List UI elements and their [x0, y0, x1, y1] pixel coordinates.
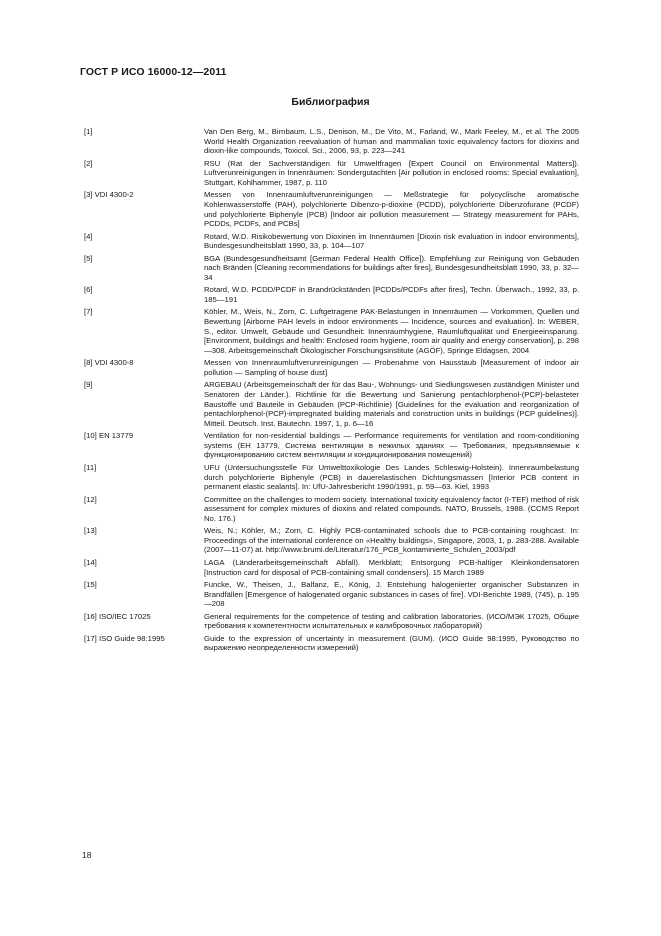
- bibliography-entry: [84, 495, 579, 524]
- entry-text: BGA (Bundesgesundheitsamt [German Federal Health Office]). Empfehlung zur Reinigung von Gebäuden nach Bränden [Cleaning recommendations for buildings after fires], Bundesgesundheitsblatt 1990, 33, p. 32—34: [204, 253, 579, 282]
- entry-key: [8] VDI 4300-8: [84, 358, 134, 368]
- entry-text: RSU (Rat der Sachverständigen für Umweltfragen [Expert Council on Environmental Matters]). Luftverunreinigungen in Innenräumen: Sondergutachten [Air pollution in enclosed rooms: Special evaluation], Stuttgart, Kohlhammer, 1987, p. 110: [204, 158, 579, 187]
- bibliography-title: Библиография: [291, 96, 370, 108]
- entry-key: [4]: [84, 231, 93, 241]
- bibliography-entry: [84, 254, 579, 283]
- page-number: 18: [82, 850, 92, 860]
- entry-text: Messen von Innenraumluftverunreinigungen — Probenahme von Hausstaub [Measurement of indoor air pollution — Sampling of house dust]: [204, 358, 579, 377]
- entry-key: [10] EN 13779: [84, 431, 134, 441]
- bibliography-entry: [84, 285, 579, 304]
- bibliography-entry: [84, 127, 579, 156]
- entry-key: [9]: [84, 380, 93, 390]
- entry-key: [16] ISO/IEC 17025: [84, 611, 151, 621]
- bibliography-entry: [84, 463, 579, 492]
- entry-text: Van Den Berg, M., Birnbaum, L.S., Denison, M., De Vito, M., Farland, W., Mark Feeley, M., et al. The 2005 World Health Organization reevaluation of human and mammalian toxic equivalency factors for dioxins and dioxin-like compounds, Toxicol. Sci., 2006, 93, p. 223—241: [204, 127, 579, 156]
- document-header: ГОСТ Р ИСО 16000-12—2011: [80, 66, 227, 78]
- bibliography-entry: [84, 358, 579, 377]
- entry-text: Rotard, W.D. PCDD/PCDF in Brandrückständen [PCDDs/PCDFs after fires], Techn. Überwach., 1992, 33, p. 185—191: [204, 285, 579, 304]
- entry-text: ARGEBAU (Arbeitsgemeinschaft der für das Bau-, Wohnungs- und Siedlungswesen zuständigen Minister und Senatoren der Länder.). Richtlinie für die Bewertung und Sanierung pentachlorphenol-(PCP)-belasteter Baustoffe und Bauteile in Gebäuden (PCP-Richtlinie) [Guidelines for the evaluation and reorganization of pentachlorphenol-(PCP)-impregnated building materials and construction units in buildings (PCP guidelines)]. Mitteil. Deutsch. Inst. Bautechn. 1997, 1, p. 6—16: [204, 380, 579, 428]
- entry-text: Funcke, W., Theisen, J., Balfanz, E., König, J. Entstehung halogenierter organischer Substanzen in Brandfällen [Emergence of halogenated organic substances in cases of fire]. VDI-Berichte 1989, (745), p. 195—208: [204, 580, 579, 609]
- entry-key: [17] ISO Guide 98:1995: [84, 633, 165, 643]
- entry-key: [15]: [84, 580, 97, 589]
- bibliography-entry: [84, 612, 579, 631]
- bibliography-entry: [84, 190, 579, 228]
- entry-text: Köhler, M., Weis, N., Zorn, C. Luftgetragene PAK-Belastungen in Innenräumen — Vorkommen, Quellen und Bewertung [Airborne PAH levels in indoor environments — Incidence, sources and evaluation]. In: WEBER, S., editor. Umwelt, Gebäude und Gesundheit: Innenraumhygiene, Raumluftqualität und Energieeinsparung. [Environment, buildings and health: Enclosed room hygiene, room air quality and energy conservation], p. 298—308. Arbeitsgemeinschaft Ökologischer Forschungsinstitute (AGÖF), Springe Eldagsen, 2004: [204, 307, 579, 355]
- bibliography-entry: [84, 159, 579, 188]
- entry-text: Rotard, W.D. Risikobewertung von Dioxinen im Innenräumen [Dioxin risk evaluation in indoor environments], Bundesgesundheitsblatt 1990, 33, p. 104—107: [204, 231, 579, 251]
- entry-text: General requirements for the competence of testing and calibration laboratories. (ИСО/МЭК 17025, Общие требования к компетентности испытательных и калибровочных лабораторий): [204, 611, 579, 631]
- bibliography-entry: [84, 634, 579, 653]
- bibliography-list: [84, 127, 579, 656]
- entry-text: Committee on the challenges to modern society. International toxicity equivalency factor (I-TEF) method of risk assessment for complex mixtures of dioxins and related compounds. NATO, Brussels, 1988. (CCMS Report No. 176.): [204, 494, 580, 523]
- entry-text: Weis, N.; Köhler, M.; Zorn, C. Highly PCB-contaminated schools due to PCB-containing roughcast. In: Proceedings of the international conference on «Healthy buildings», Singapore, 2003, 1, p. 283-288. Available (2007—11-07) at. http://www.brumi.de/Literatur/176_PCB_kontaminierte_Schulen_2003/pdf: [204, 526, 579, 555]
- entry-key: [6]: [84, 285, 93, 295]
- entry-key: [5]: [84, 253, 93, 263]
- bibliography-entry: [84, 431, 579, 460]
- entry-text: Ventilation for non-residential buildings — Performance requirements for ventilation and room-conditioning systems (ЕН 13779, Система вентиляции в нежилых зданиях — Требования, предъявляемые к функционированию систем вентиляции и кондиционирования помещений): [204, 431, 579, 460]
- bibliography-entry: [84, 558, 579, 577]
- entry-text: Guide to the expression of uncertainty in measurement (GUM). (ИСО Guide 98:1995, Руководство по выражению неопределенности измерений): [204, 633, 579, 653]
- entry-key: [13]: [84, 526, 97, 536]
- bibliography-entry: [84, 526, 579, 555]
- entry-key: [12]: [84, 494, 97, 504]
- entry-key: [1]: [84, 127, 93, 136]
- entry-text: UFU (Untersuchungsstelle Für Umwelttoxikologie Des Landes Schleswig-Holstein). Innenraumbelastung durch polychlorierte Biphenyle (PCB) in dauerelastischen Dichtungsmassen [Interior PCB content in permanent elastic sealants]. In: UfU-Jahresbericht 1990/1991, p. 59—63. Kiel, 1993: [204, 462, 579, 492]
- entry-text: Messen von Innenraumluftverunreinigungen — Meßstrategie für polycyclische aromatische Kohlenwasserstoffe (PAH), polychlorierte Dibenzo-p-dioxine (PCDD), polychlorierte Dibenzofurane (PCDF) und polychlorierte Biphenyle (PCB) [Indoor air pollution measurement — Strategy measurement for PAHs, PCDDs, PCDFs, and PCBs]: [204, 190, 579, 229]
- bibliography-entry: [84, 580, 579, 609]
- entry-key: [7]: [84, 307, 93, 317]
- bibliography-entry: [84, 307, 579, 355]
- entry-key: [11]: [84, 462, 97, 472]
- entry-key: [2]: [84, 158, 93, 168]
- bibliography-entry: [84, 380, 579, 428]
- entry-key: [3] VDI 4300-2: [84, 190, 134, 200]
- entry-key: [14]: [84, 557, 97, 567]
- bibliography-entry: [84, 232, 579, 251]
- entry-text: LAGA (Länderarbeitsgemeinschaft Abfall). Merkblatt; Entsorgung PCB-haltiger Kleinkondensatoren [Instruction card for disposal of PCB-containing small condensers]. 15 March 1989: [204, 557, 579, 577]
